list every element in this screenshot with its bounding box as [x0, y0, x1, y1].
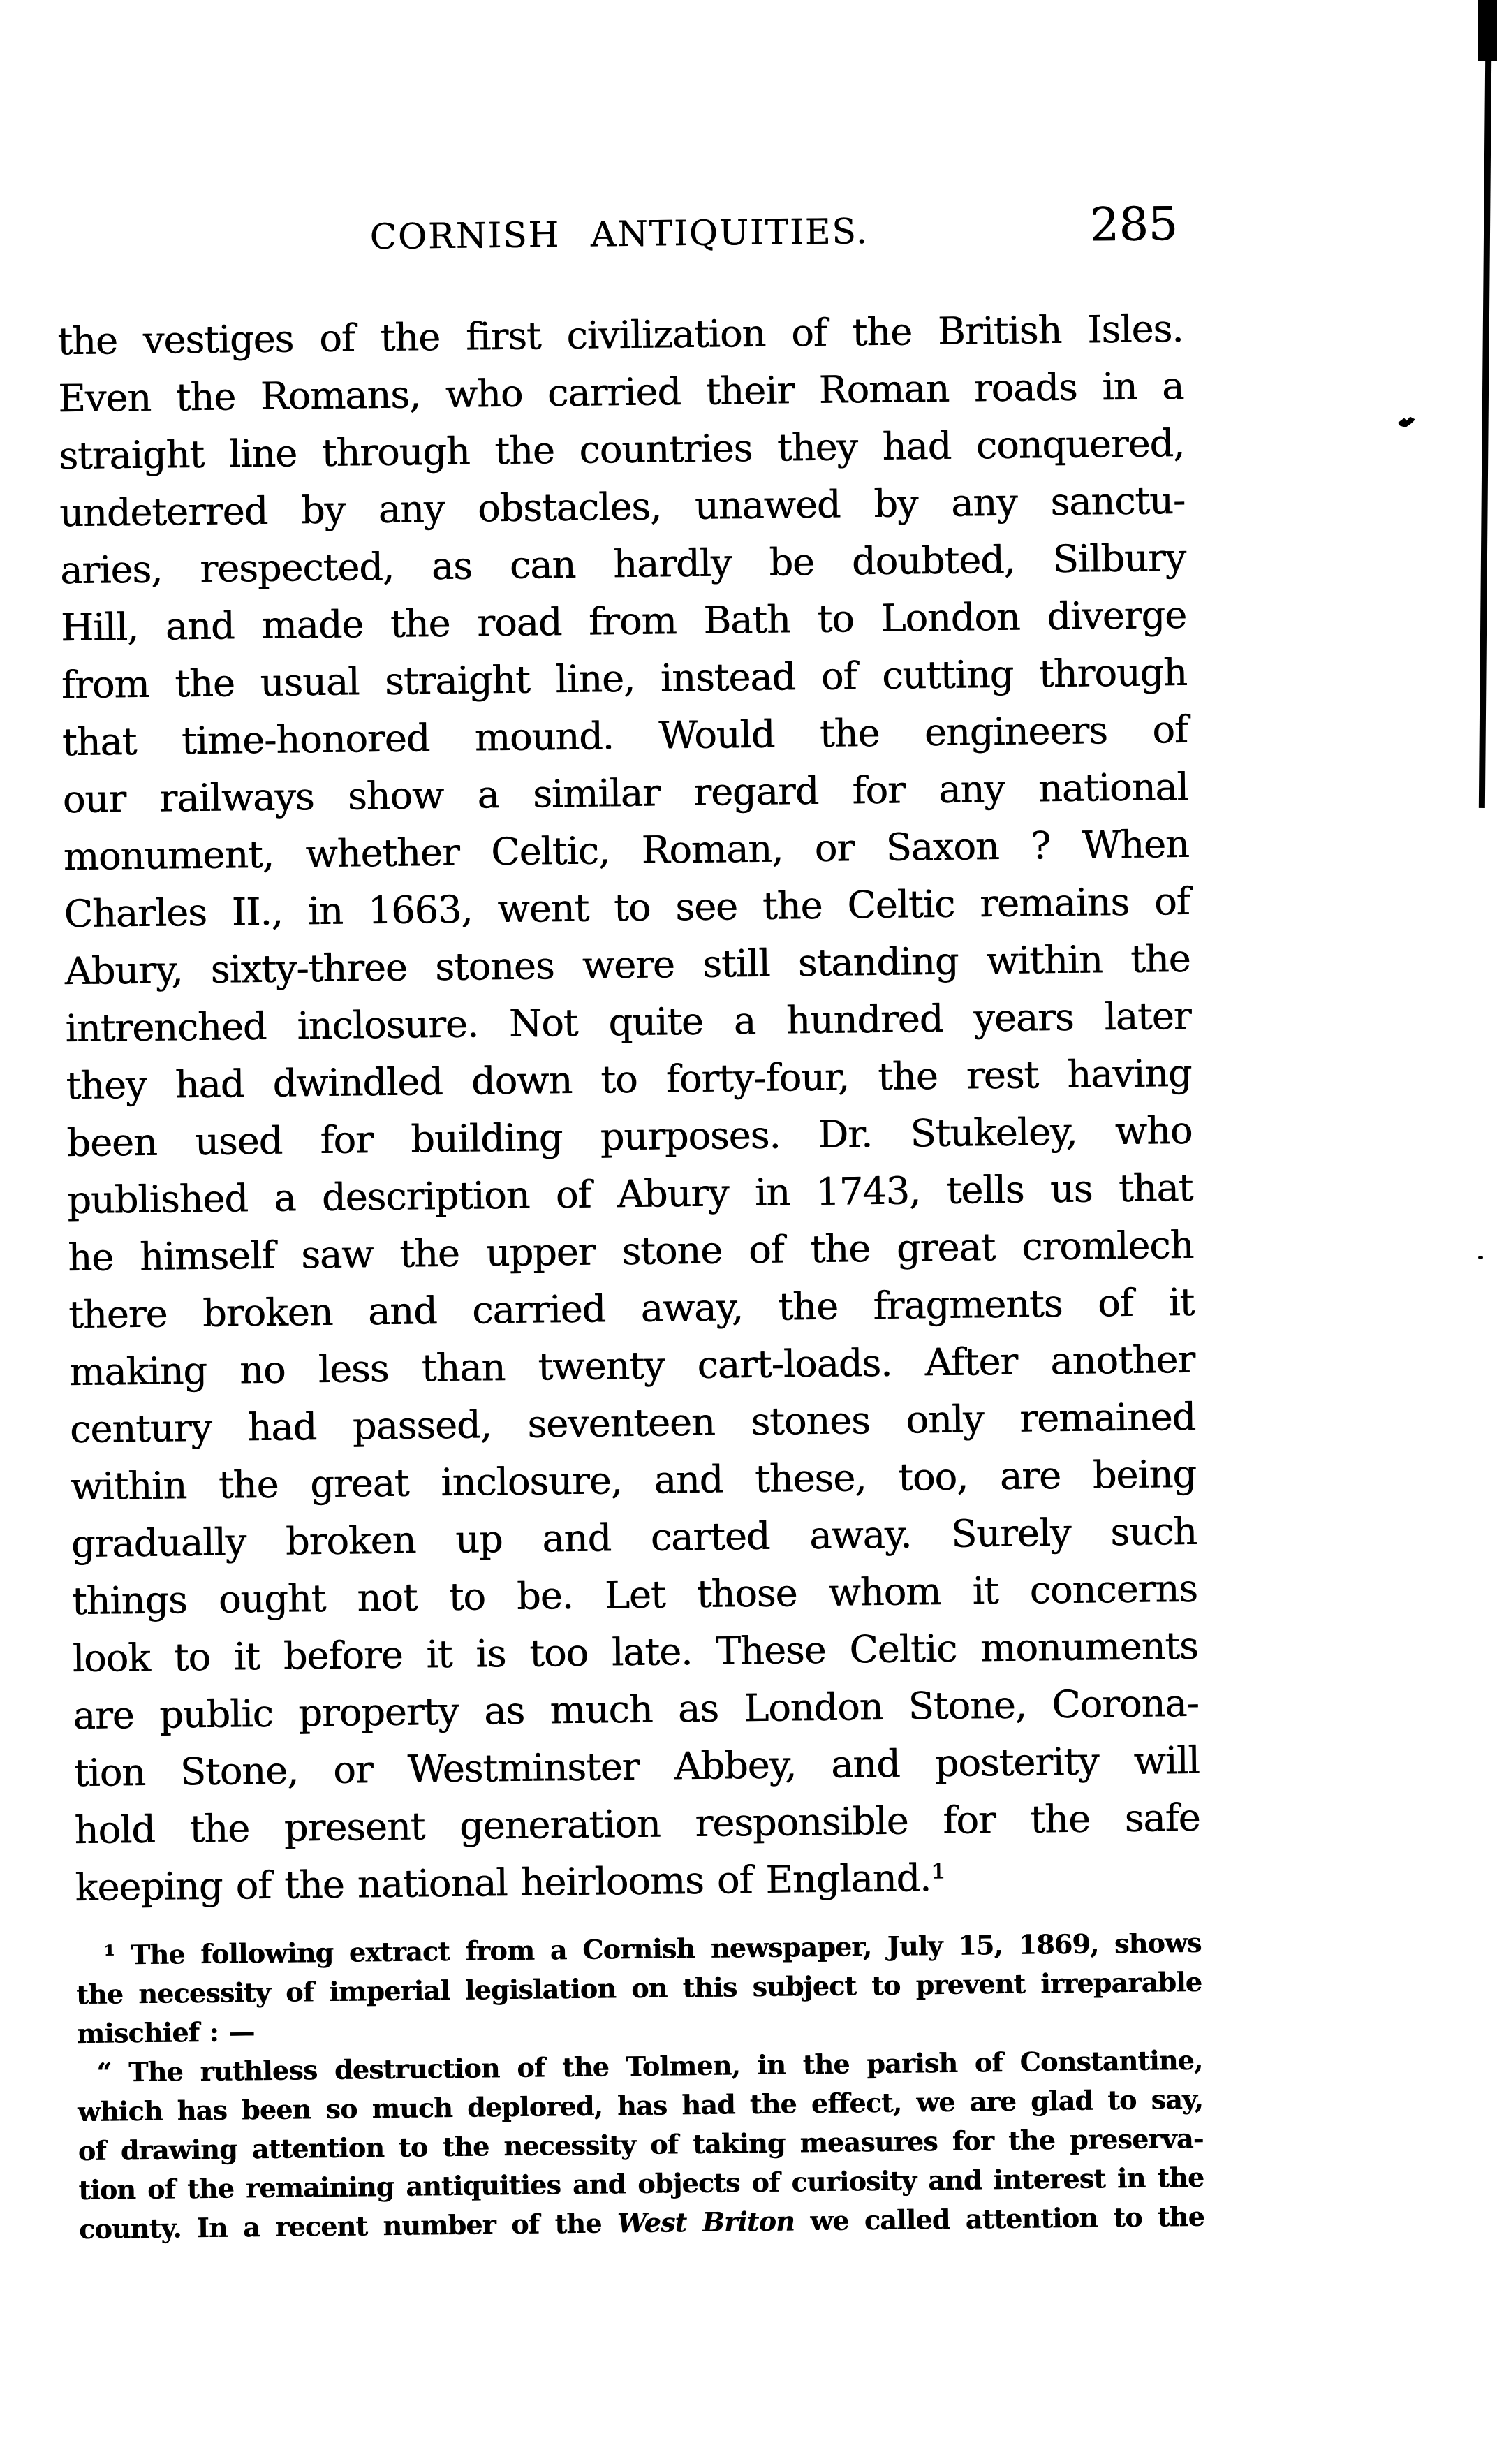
cited-title: West Briton: [617, 2205, 795, 2239]
footnote-line: “ The ruthless destruction of the Tolmen, in the parish of Constantine,: [96, 2044, 1203, 2088]
body-text: [57, 300, 1201, 1916]
body-line: from the usual straight line, instead of cutting through: [61, 650, 1188, 707]
body-line: within the great inclosure, and these, too, are being: [70, 1451, 1197, 1509]
body-line: there broken and carried away, the fragments of it: [68, 1279, 1195, 1337]
footnote-line: which has been so much deplored, has had the effect, we are glad to say,: [77, 2083, 1204, 2128]
body-line: keeping of the national heirlooms of England.¹: [75, 1855, 946, 1910]
body-line: things ought not to be. Let those whom it concerns: [71, 1566, 1198, 1624]
page-header: [56, 197, 1182, 284]
body-line: Charles II., in 1663, went to see the Celtic remains of: [64, 879, 1190, 937]
body-line: they had dwindled down to forty-four, the rest having: [66, 1050, 1192, 1108]
body-line: are public property as much as London Stone, Corona-: [73, 1680, 1199, 1738]
body-line: intrenched inclosure. Not quite a hundred years later: [65, 993, 1191, 1051]
body-line: making no less than twenty cart-loads. After another: [68, 1337, 1195, 1395]
body-line: gradually broken up and carted away. Surely such: [71, 1509, 1197, 1567]
running-title: CORNISH ANTIQUITIES.: [369, 211, 869, 258]
footnote-line: mischief : —: [76, 2016, 255, 2050]
body-line: he himself saw the upper stone of the great cromlech: [67, 1222, 1194, 1280]
body-line: Hill, and made the road from Bath to London diverge: [60, 592, 1187, 650]
body-line: that time-honored mound. Would the engineers of: [61, 707, 1188, 765]
body-line: been used for building purposes. Dr. Stukeley, who: [66, 1108, 1193, 1166]
body-line: Even the Romans, who carried their Roman roads in a: [57, 363, 1184, 421]
footnote-line: tion of the remaining antiquities and objects of curiosity and interest in the: [78, 2161, 1204, 2206]
body-line: the vestiges of the first civilization of the British Isles.: [57, 306, 1183, 364]
body-line: published a description of Abury in 1743, tells us that: [66, 1165, 1193, 1223]
body-line: tion Stone, or Westminster Abbey, and posterity will: [73, 1738, 1200, 1796]
footnote: [75, 1923, 1204, 2249]
footnote-text: we called attention to the: [794, 2200, 1205, 2237]
body-line: monument, whether Celtic, Roman, or Saxon ? When: [63, 821, 1190, 879]
body-line: undeterred by any obstacles, unawed by any sanctu-: [59, 478, 1186, 536]
page-number: 285: [1089, 197, 1179, 252]
footnote-line: of drawing attention to the necessity of taking measures for the preserva-: [78, 2122, 1204, 2167]
body-line: century had passed, seventeen stones only remained: [69, 1394, 1196, 1452]
ink-speck: [1478, 1256, 1483, 1259]
body-line: straight line through the countries they had conquered,: [58, 420, 1185, 478]
body-line: Abury, sixty-three stones were still standing within the: [64, 936, 1190, 994]
body-line: our railways show a similar regard for any national: [62, 764, 1189, 822]
footnote-line: ¹ The following extract from a Cornish newspaper, July 15, 1869, shows: [103, 1926, 1202, 1971]
body-line: aries, respected, as can hardly be doubted, Silbury: [59, 535, 1186, 593]
body-line: hold the present generation responsible for the safe: [74, 1795, 1200, 1853]
body-line: look to it before it is too late. These Celtic monuments: [72, 1623, 1199, 1681]
footnote-text: county. In a recent number of the: [78, 2207, 618, 2245]
footnote-line: the necessity of imperial legislation on this subject to prevent irreparable: [75, 1965, 1202, 2011]
